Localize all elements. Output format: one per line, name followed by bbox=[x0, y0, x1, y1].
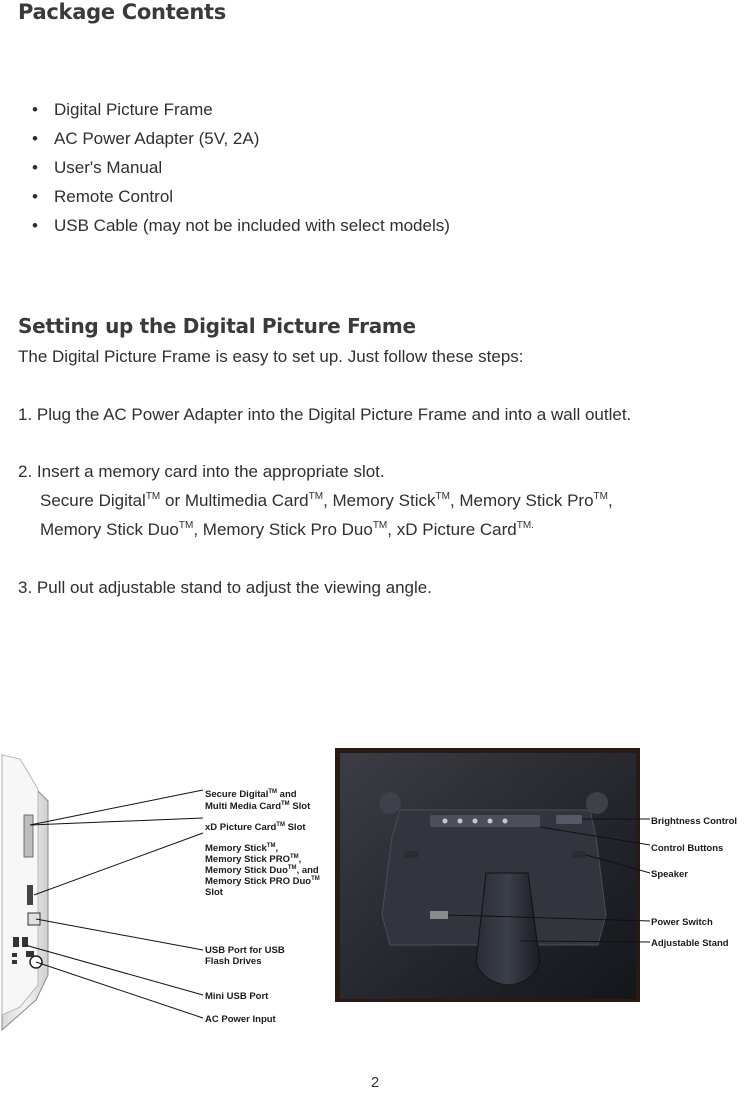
card-list-line-2 bbox=[18, 515, 534, 544]
label-adjustable-stand: Adjustable Stand bbox=[651, 938, 729, 949]
setup-heading: Setting up the Digital Picture Frame bbox=[18, 314, 416, 338]
brightness-wheel bbox=[556, 815, 582, 824]
label-xd-slot: xD Picture Card™ Slot bbox=[205, 822, 306, 833]
card-name: Memory Stick Pro Duo bbox=[202, 520, 373, 539]
card-list-line-1 bbox=[18, 486, 613, 515]
frame-diagram bbox=[0, 745, 750, 1045]
ms-slot bbox=[27, 885, 33, 905]
page-number: 2 bbox=[370, 1074, 380, 1091]
list-item-text: AC Power Adapter (5V, 2A) bbox=[54, 129, 260, 148]
label-ac-power: AC Power Input bbox=[205, 1014, 276, 1025]
separator: or bbox=[160, 491, 185, 510]
list-item-text: Remote Control bbox=[54, 187, 174, 206]
setup-step-2: 2. Insert a memory card into the appropriate slot. bbox=[18, 462, 385, 481]
label-usb-1: USB Port for USB bbox=[205, 945, 285, 956]
label-ms-2: Memory Stick PRO™, bbox=[205, 854, 302, 865]
trademark: TM bbox=[145, 491, 161, 502]
setup-step-1: 1. Plug the AC Power Adapter into the Digital Picture Frame and into a wall outlet. bbox=[18, 405, 632, 424]
label-ms-4: Memory Stick PRO Duo™ bbox=[205, 876, 320, 887]
trademark: TM bbox=[178, 520, 194, 531]
label-brightness: Brightness Control bbox=[651, 816, 738, 827]
package-contents-heading: Package Contents bbox=[18, 0, 226, 24]
label-ms-5: Slot bbox=[205, 887, 223, 898]
label-mini-usb: Mini USB Port bbox=[205, 991, 269, 1002]
bullet: • bbox=[32, 216, 38, 235]
label-speaker: Speaker bbox=[651, 869, 688, 880]
label-sd-slot: Secure Digital™ and bbox=[205, 789, 297, 800]
label-control-buttons: Control Buttons bbox=[651, 843, 724, 854]
bullet: • bbox=[32, 100, 38, 119]
trademark: TM bbox=[308, 491, 324, 502]
separator: , bbox=[449, 491, 460, 510]
list-item-text: Digital Picture Frame bbox=[54, 100, 213, 119]
card-name: xD Picture Card bbox=[396, 520, 517, 539]
frame-back-view bbox=[335, 748, 640, 1002]
label-mmc-slot: Multi Media Card™ Slot bbox=[205, 801, 311, 812]
label-ms-3: Memory Stick Duo™, and bbox=[205, 865, 319, 876]
bullet: • bbox=[32, 129, 38, 148]
list-item-text: USB Cable (may not be included with select models) bbox=[54, 216, 450, 235]
adjustable-stand bbox=[476, 873, 540, 985]
speaker-grille bbox=[404, 851, 418, 858]
power-switch bbox=[430, 911, 448, 919]
separator: , bbox=[387, 520, 397, 539]
trademark: TM bbox=[372, 520, 388, 531]
setup-intro: The Digital Picture Frame is easy to set up. Just follow these steps: bbox=[18, 347, 524, 366]
setup-step-3: 3. Pull out adjustable stand to adjust the viewing angle. bbox=[18, 578, 432, 597]
label-power-switch: Power Switch bbox=[651, 917, 713, 928]
label-usb-2: Flash Drives bbox=[205, 956, 262, 967]
list-item-text: User's Manual bbox=[54, 158, 163, 177]
card-name: Memory Stick Duo bbox=[40, 520, 179, 539]
card-name: Memory Stick Pro bbox=[459, 491, 594, 510]
card-name: Secure Digital bbox=[40, 491, 146, 510]
separator: , bbox=[607, 491, 613, 510]
trademark: TM. bbox=[516, 520, 534, 531]
bullet: • bbox=[32, 187, 38, 206]
trademark: TM bbox=[435, 491, 450, 502]
sd-slot bbox=[24, 815, 33, 857]
trademark: TM bbox=[593, 491, 608, 502]
card-name: Memory Stick bbox=[332, 491, 436, 510]
separator: , bbox=[323, 491, 333, 510]
label-ms-1: Memory Stick™, bbox=[205, 843, 279, 854]
separator: , bbox=[193, 520, 203, 539]
card-name: Multimedia Card bbox=[184, 491, 309, 510]
bullet: • bbox=[32, 158, 38, 177]
